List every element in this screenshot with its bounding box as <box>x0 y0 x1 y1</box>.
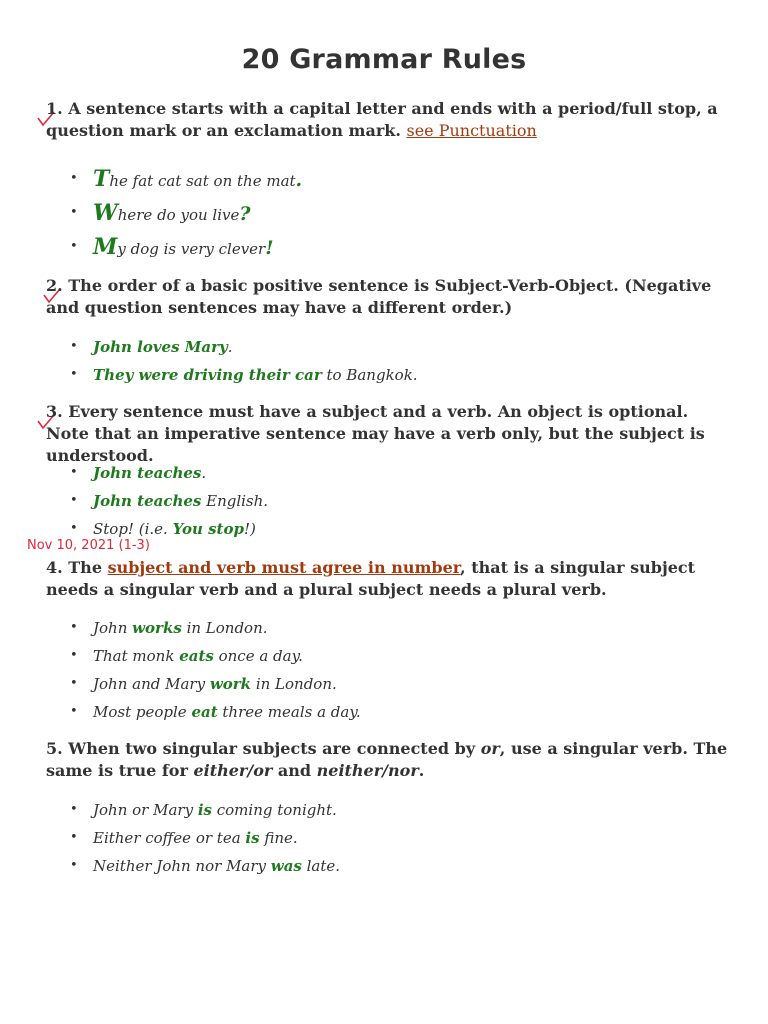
rule-1-examples <box>70 163 302 265</box>
list-item: • John works in London. <box>70 617 361 645</box>
list-item: • Where do you live? <box>70 197 302 231</box>
list-item: • Stop! (i.e. You stop!) <box>70 518 268 546</box>
list-item: • Most people eat three meals a day. <box>70 701 361 729</box>
list-item: • John loves Mary. <box>70 336 418 364</box>
rule-5-examples <box>70 799 340 883</box>
list-item: • John and Mary work in London. <box>70 673 361 701</box>
rule-2 <box>46 275 736 319</box>
rule-2-text: 2. The order of a basic positive sentence is Subject-Verb-Object. (Negative and question sentences may have a different order.) <box>46 276 712 317</box>
subject-verb-agreement-link[interactable]: subject and verb must agree in number <box>107 558 461 577</box>
list-item: • The fat cat sat on the mat. <box>70 163 302 197</box>
list-item: • That monk eats once a day. <box>70 645 361 673</box>
list-item: • John or Mary is coming tonight. <box>70 799 340 827</box>
list-item: • They were driving their car to Bangkok. <box>70 364 418 392</box>
list-item: • My dog is very clever! <box>70 231 302 265</box>
rule-3-examples <box>70 462 268 546</box>
rule-4-examples <box>70 617 361 729</box>
rule-3 <box>46 401 736 467</box>
rule-3-text: 3. Every sentence must have a subject and a verb. An object is optional. Note that an imperative sentence may have a verb only, but the subject is understood. <box>46 402 705 465</box>
list-item: • John teaches English. <box>70 490 268 518</box>
list-item: • Neither John nor Mary was late. <box>70 855 340 883</box>
rule-4: 4. The subject and verb must agree in number, that is a singular subject needs a singular verb and a plural subject needs a plural verb. <box>46 558 696 599</box>
rule-5: 5. When two singular subjects are connected by or, use a singular verb. The same is true for either/or and neither/nor. <box>46 739 728 780</box>
page-title: 20 Grammar Rules <box>241 44 527 75</box>
list-item: • John teaches. <box>70 462 268 490</box>
list-item: • Either coffee or tea is fine. <box>70 827 340 855</box>
date-annotation: Nov 10, 2021 (1-3) <box>27 538 150 553</box>
rule-2-examples <box>70 336 418 392</box>
rule-1 <box>46 98 736 142</box>
rule-1-text: 1. A sentence starts with a capital letter and ends with a period/full stop, a question mark or an exclamation mark. <box>46 99 718 140</box>
see-punctuation-link[interactable]: see Punctuation <box>406 121 537 140</box>
